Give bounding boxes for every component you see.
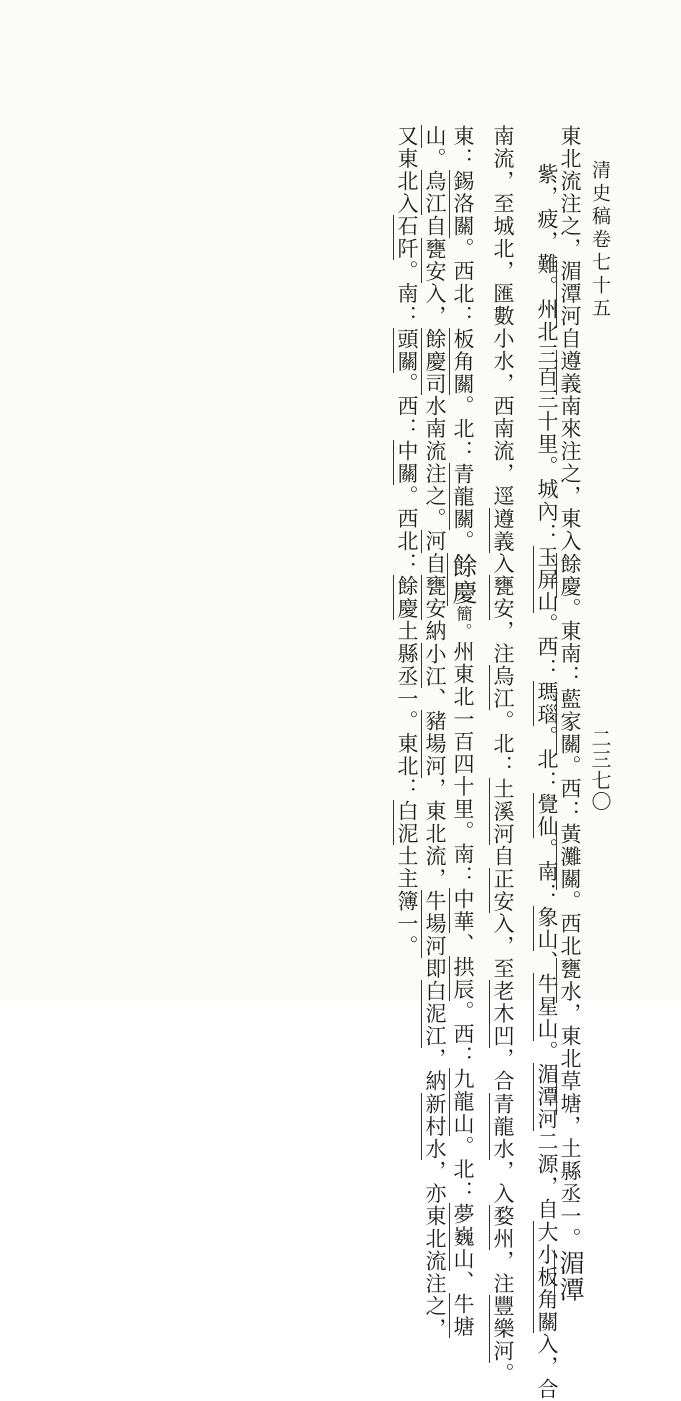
text-segment: 城內：: [535, 478, 559, 546]
text-segment: 、: [535, 950, 559, 973]
proper-noun: 甕安: [491, 575, 515, 620]
proper-noun: 豬場河: [423, 710, 447, 778]
proper-noun: 石阡: [395, 215, 419, 260]
proper-noun: 草塘: [558, 1070, 582, 1115]
text-segment: 。西：: [395, 372, 419, 440]
text-segment: 紫，疲，難。: [535, 163, 559, 298]
text-segment: 。北：: [535, 725, 559, 793]
text-segment: 州北三百三十里。: [535, 298, 559, 478]
text-segment: 。北：: [451, 395, 475, 463]
text-segment: 又東北入: [395, 125, 419, 215]
proper-noun: 甕安: [423, 237, 447, 283]
text-segment: 自: [423, 215, 447, 238]
proper-noun: 小江: [423, 642, 447, 688]
text-segment: 南流，至城北，匯數小水，西南流，逕: [491, 125, 515, 508]
proper-noun: 餘慶司: [423, 327, 447, 395]
text-column: [558, 125, 583, 1303]
text-segment: 。: [451, 530, 475, 553]
text-segment: 。西北：: [451, 237, 475, 328]
text-segment: 。西：: [558, 755, 582, 823]
text-column: [492, 125, 513, 1385]
running-header-title: 清史稿卷七十五: [589, 160, 611, 321]
text-segment: 入，: [423, 282, 447, 328]
proper-noun: 白泥江: [423, 980, 447, 1048]
proper-noun: 玉屏山: [535, 545, 559, 613]
proper-noun: 瑪瑙: [535, 680, 559, 726]
proper-noun: 山: [423, 125, 447, 148]
text-segment: 。: [423, 147, 447, 170]
proper-noun: 餘慶: [558, 552, 582, 598]
proper-noun: 遵義: [491, 507, 515, 553]
text-column: [424, 125, 445, 1340]
proper-noun: 正安: [491, 867, 515, 913]
proper-noun: 土溪河: [491, 777, 515, 845]
text-segment: 。: [491, 1362, 515, 1385]
proper-noun: 湄潭河: [558, 260, 582, 328]
text-segment: 簡。: [454, 605, 473, 641]
proper-noun: 牛塘: [451, 1293, 475, 1338]
text-column: [451, 125, 476, 1338]
text-segment: ，東北流，: [423, 777, 447, 890]
text-segment: 、: [451, 1270, 475, 1293]
proper-noun: 烏江: [423, 170, 447, 215]
text-segment: 入: [491, 552, 515, 575]
proper-noun: 錫洛關: [451, 170, 475, 238]
text-segment: 水南流注之。: [423, 395, 447, 530]
text-segment: 。西北: [558, 890, 582, 958]
text-column: [396, 125, 417, 958]
text-segment: 。西北：: [395, 485, 419, 575]
proper-noun: 夢巍山: [451, 1203, 475, 1271]
text-segment: 、: [451, 933, 475, 956]
proper-noun: 新村水: [423, 1092, 447, 1160]
proper-noun: 牛星山: [535, 973, 559, 1041]
proper-noun: 老木凹: [491, 980, 515, 1048]
proper-noun: 甕水: [558, 957, 582, 1003]
text-segment: 。南：: [535, 838, 559, 906]
proper-noun: 板角關: [451, 327, 475, 395]
proper-noun: 九龍山: [451, 1068, 475, 1136]
text-segment: 東：: [451, 125, 475, 170]
text-segment: 自: [423, 552, 447, 575]
proper-noun: 青龍水: [491, 1092, 515, 1160]
text-segment: 二源，自: [535, 1130, 559, 1221]
text-segment: ，合: [491, 1047, 515, 1093]
text-segment: ，注: [491, 1250, 515, 1295]
text-segment: 。西：: [535, 613, 559, 681]
text-column: [536, 163, 557, 1401]
proper-noun: 遵義: [558, 350, 582, 395]
text-segment: 土縣丞一。東北：: [395, 620, 419, 800]
proper-noun: 河: [423, 530, 447, 553]
proper-noun: 牛場河: [423, 890, 447, 958]
text-segment: 。: [535, 1040, 559, 1063]
proper-noun: 象山: [535, 905, 559, 951]
text-segment: 自: [491, 845, 515, 868]
text-segment: 。北：: [491, 710, 515, 778]
proper-noun: 大小板角關: [535, 1220, 559, 1333]
text-segment: 即: [423, 957, 447, 980]
text-segment: 土主簿一。: [395, 845, 419, 958]
proper-noun: 青龍關: [451, 462, 475, 530]
proper-noun: 豐樂河: [491, 1295, 515, 1363]
text-segment: ，東北: [558, 1002, 582, 1070]
proper-noun: 湄潭河: [535, 1063, 559, 1131]
proper-noun: 餘慶: [449, 552, 478, 606]
proper-noun: 黃灘關: [558, 822, 582, 890]
proper-noun: 白泥: [395, 800, 419, 845]
proper-noun: 藍家關: [558, 687, 582, 755]
text-segment: ，納: [423, 1047, 447, 1093]
text-segment: 、: [423, 687, 447, 710]
proper-noun: 餘慶: [395, 575, 419, 620]
proper-noun: 覺仙: [535, 793, 559, 838]
text-segment: 南來注之，東入: [558, 395, 582, 553]
text-segment: ，注: [491, 620, 515, 665]
proper-noun: 烏江: [491, 665, 515, 710]
text-segment: 。北：: [451, 1135, 475, 1203]
proper-noun: 婺州: [491, 1205, 515, 1250]
text-segment: ，入: [491, 1160, 515, 1205]
text-segment: 自: [558, 327, 582, 350]
text-segment: 。西：: [451, 1000, 475, 1068]
page-number: 二三七〇: [588, 728, 612, 812]
text-segment: 州東北一百四十里。南：: [451, 640, 475, 888]
proper-noun: 甕安: [423, 575, 447, 620]
text-segment: 。南：: [395, 260, 419, 328]
text-segment: 入，至: [491, 912, 515, 980]
text-segment: ，亦東北流注之，: [423, 1160, 447, 1340]
proper-noun: 湄潭: [556, 1250, 585, 1303]
proper-noun: 中關: [395, 440, 419, 485]
text-segment: ，土縣丞一。: [558, 1115, 582, 1250]
text-segment: 入，合: [535, 1333, 559, 1401]
proper-noun: 拱辰: [451, 955, 475, 1001]
text-segment: 。東南：: [558, 597, 582, 688]
proper-noun: 頭關: [395, 327, 419, 373]
text-segment: 東北流注之，: [558, 125, 582, 260]
text-segment: 納: [423, 620, 447, 643]
proper-noun: 中華: [451, 888, 475, 933]
